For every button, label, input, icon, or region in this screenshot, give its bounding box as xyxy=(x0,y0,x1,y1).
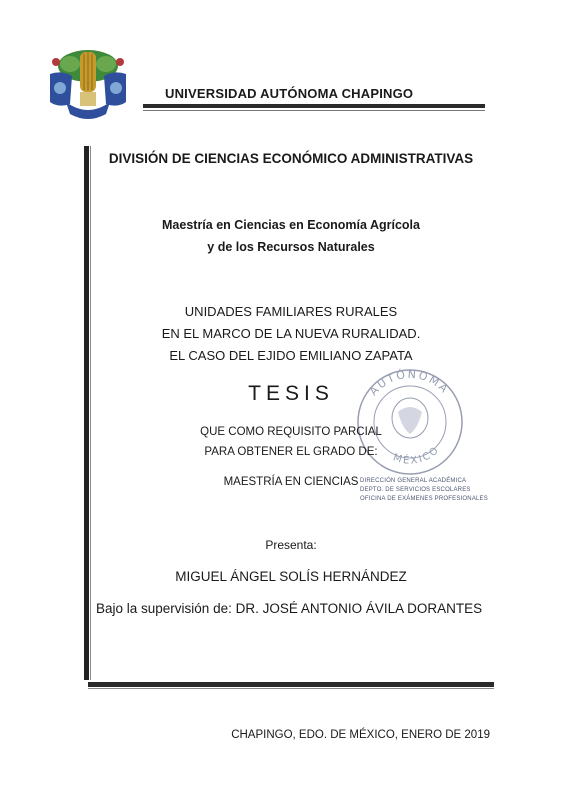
place-and-date: CHAPINGO, EDO. DE MÉXICO, ENERO DE 2019 xyxy=(231,729,490,741)
requirement-line-2: PARA OBTENER EL GRADO DE: xyxy=(204,446,378,458)
header-rule xyxy=(143,104,485,108)
document-type: TESIS xyxy=(248,382,334,405)
thesis-title-line-1: UNIDADES FAMILIARES RURALES xyxy=(184,304,398,319)
header-rule-thin xyxy=(143,110,485,111)
program-line-2: y de los Recursos Naturales xyxy=(207,240,375,254)
requirement-line-1: QUE COMO REQUISITO PARCIAL xyxy=(200,426,382,438)
degree-name: MAESTRÍA EN CIENCIAS xyxy=(223,476,359,488)
author-name: MIGUEL ÁNGEL SOLÍS HERNÁNDEZ xyxy=(175,569,407,584)
svg-text:MÉXICO: MÉXICO xyxy=(391,444,443,467)
university-name: UNIVERSIDAD AUTÓNOMA CHAPINGO xyxy=(165,86,414,101)
svg-text:AUTÓNOMA: AUTÓNOMA xyxy=(366,367,452,398)
university-crest-icon xyxy=(40,44,136,122)
supervisor-line: Bajo la supervisión de: DR. JOSÉ ANTONIO ÁVILA DORANTES xyxy=(96,601,483,616)
presenter-label: Presenta: xyxy=(265,538,317,552)
left-margin-bar xyxy=(84,146,89,680)
stamp-line-2: DEPTO. DE SERVICIOS ESCOLARES xyxy=(360,487,471,493)
thesis-title-line-2: EN EL MARCO DE LA NUEVA RURALIDAD. xyxy=(161,326,421,341)
footer-rule-thin xyxy=(88,688,494,689)
footer-rule xyxy=(88,682,494,687)
thesis-title-line-3: EL CASO DEL EJIDO EMILIANO ZAPATA xyxy=(169,348,413,363)
division-title: DIVISIÓN DE CIENCIAS ECONÓMICO ADMINISTRATIVAS xyxy=(108,151,474,166)
stamp-line-1: DIRECCIÓN GENERAL ACADÉMICA xyxy=(360,478,467,484)
stamp-line-3: OFICINA DE EXÁMENES PROFESIONALES xyxy=(360,496,488,502)
program-line-1: Maestría en Ciencias en Economía Agrícola xyxy=(162,218,420,232)
